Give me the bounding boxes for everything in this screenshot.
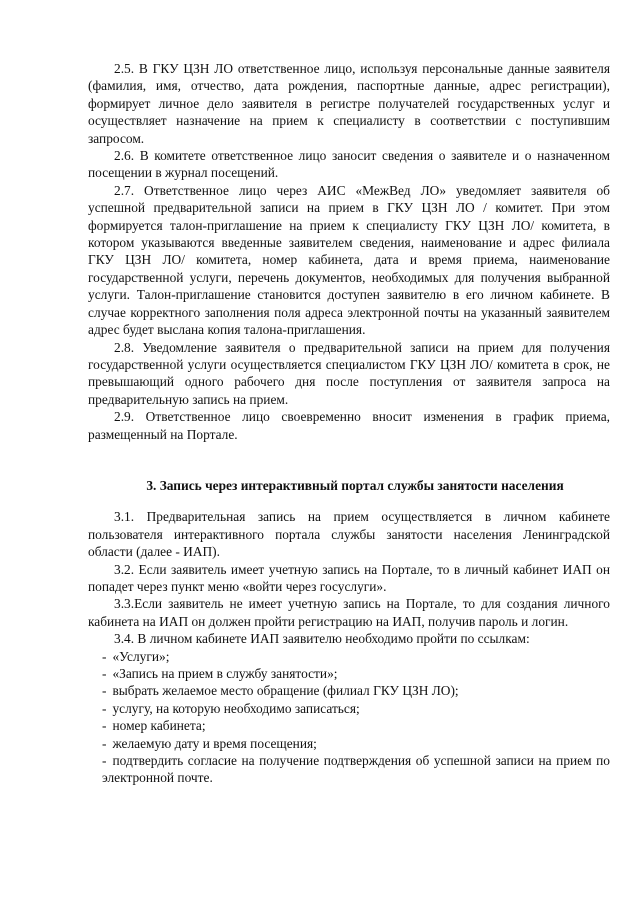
- dash-marker: -: [102, 718, 107, 734]
- paragraph-2-7: 2.7. Ответственное лицо через АИС «МежВед ЛО» уведомляет заявителя об успешной предварительной записи на прием в ГКУ ЦЗН ЛО / комитет. При этом формируется талон-приглашение на прием к специалисту ГКУ ЦЗН ЛО/ комитета, в котором указываются введенные заявителем сведения, наименование и адрес филиала ГКУ ЦЗН ЛО/ комитета, номер кабинета, дата и время приема, наименование государственной услуги, перечень документов, необходимых для получения выбранной услуги. Талон-приглашение становится доступен заявителю в его личном кабинете. В случае корректного заполнения поля адреса электронной почты на указанный заявителем адрес будет выслана копия талона-приглашения.: [88, 182, 610, 338]
- paragraph-3-2: 3.2. Если заявитель имеет учетную запись на Портале, то в личный кабинет ИАП он попадет через пункт меню «войти через госуслуги».: [88, 561, 610, 594]
- list-item: - подтвердить согласие на получение подтверждения об успешной записи на прием по электронной почте.: [102, 753, 610, 786]
- list-item: - номер кабинета;: [102, 718, 206, 734]
- dash-marker: -: [102, 648, 107, 664]
- dash-marker: -: [102, 700, 107, 716]
- list-item: - услугу, на которую необходимо записаться;: [102, 700, 360, 716]
- list-item: - выбрать желаемое место обращение (филиал ГКУ ЦЗН ЛО);: [102, 683, 459, 699]
- paragraph-3-1: 3.1. Предварительная запись на прием осуществляется в личном кабинете пользователя интерактивного портала службы занятости населения Ленинградской области (далее - ИАП).: [88, 509, 610, 560]
- dash-marker: -: [102, 666, 107, 681]
- paragraph-3-3: 3.3.Если заявитель не имеет учетную запись на Портале, то для создания личного кабинета на ИАП он должен пройти регистрацию на ИАП, получив пароль и логин.: [88, 596, 610, 629]
- section-2: [88, 60, 610, 443]
- dash-marker: -: [102, 753, 107, 769]
- dash-marker: -: [102, 735, 107, 751]
- link-steps-list: [88, 648, 610, 787]
- paragraph-2-8: 2.8. Уведомление заявителя о предварительной записи на прием для получения государственной услуги осуществляется специалистом ГКУ ЦЗН ЛО/ комитета в срок, не превышающий одного рабочего дня после поступления от заявителя запроса на предварительную запись на прием.: [88, 339, 610, 407]
- paragraph-2-6: 2.6. В комитете ответственное лицо заносит сведения о заявителе и о назначенном посещении в журнал посещений.: [88, 148, 610, 181]
- dash-marker: -: [102, 683, 107, 699]
- section-3-title: 3. Запись через интерактивный портал службы занятости населения: [146, 477, 564, 493]
- section-3: [88, 508, 610, 787]
- paragraph-3-4: 3.4. В личном кабинете ИАП заявителю необходимо пройти по ссылкам:: [114, 631, 530, 647]
- document-page: [88, 60, 610, 787]
- list-item: - «Услуги»;: [102, 648, 170, 664]
- paragraph-2-9: 2.9. Ответственное лицо своевременно вносит изменения в график приема, размещенный на Портале.: [88, 409, 610, 442]
- paragraph-2-5: 2.5. В ГКУ ЦЗН ЛО ответственное лицо, используя персональные данные заявителя (фамилия, имя, отчество, дата рождения, паспортные данные, адрес регистрации), формирует личное дело заявителя в регистре получателей государственных услуг и осуществляет назначение на прием к специалисту в соответствии с поступившим запросом.: [88, 61, 610, 146]
- list-item: - желаемую дату и время посещения;: [102, 735, 317, 751]
- list-item: - «Запись на прием в службу занятости»;: [102, 666, 338, 681]
